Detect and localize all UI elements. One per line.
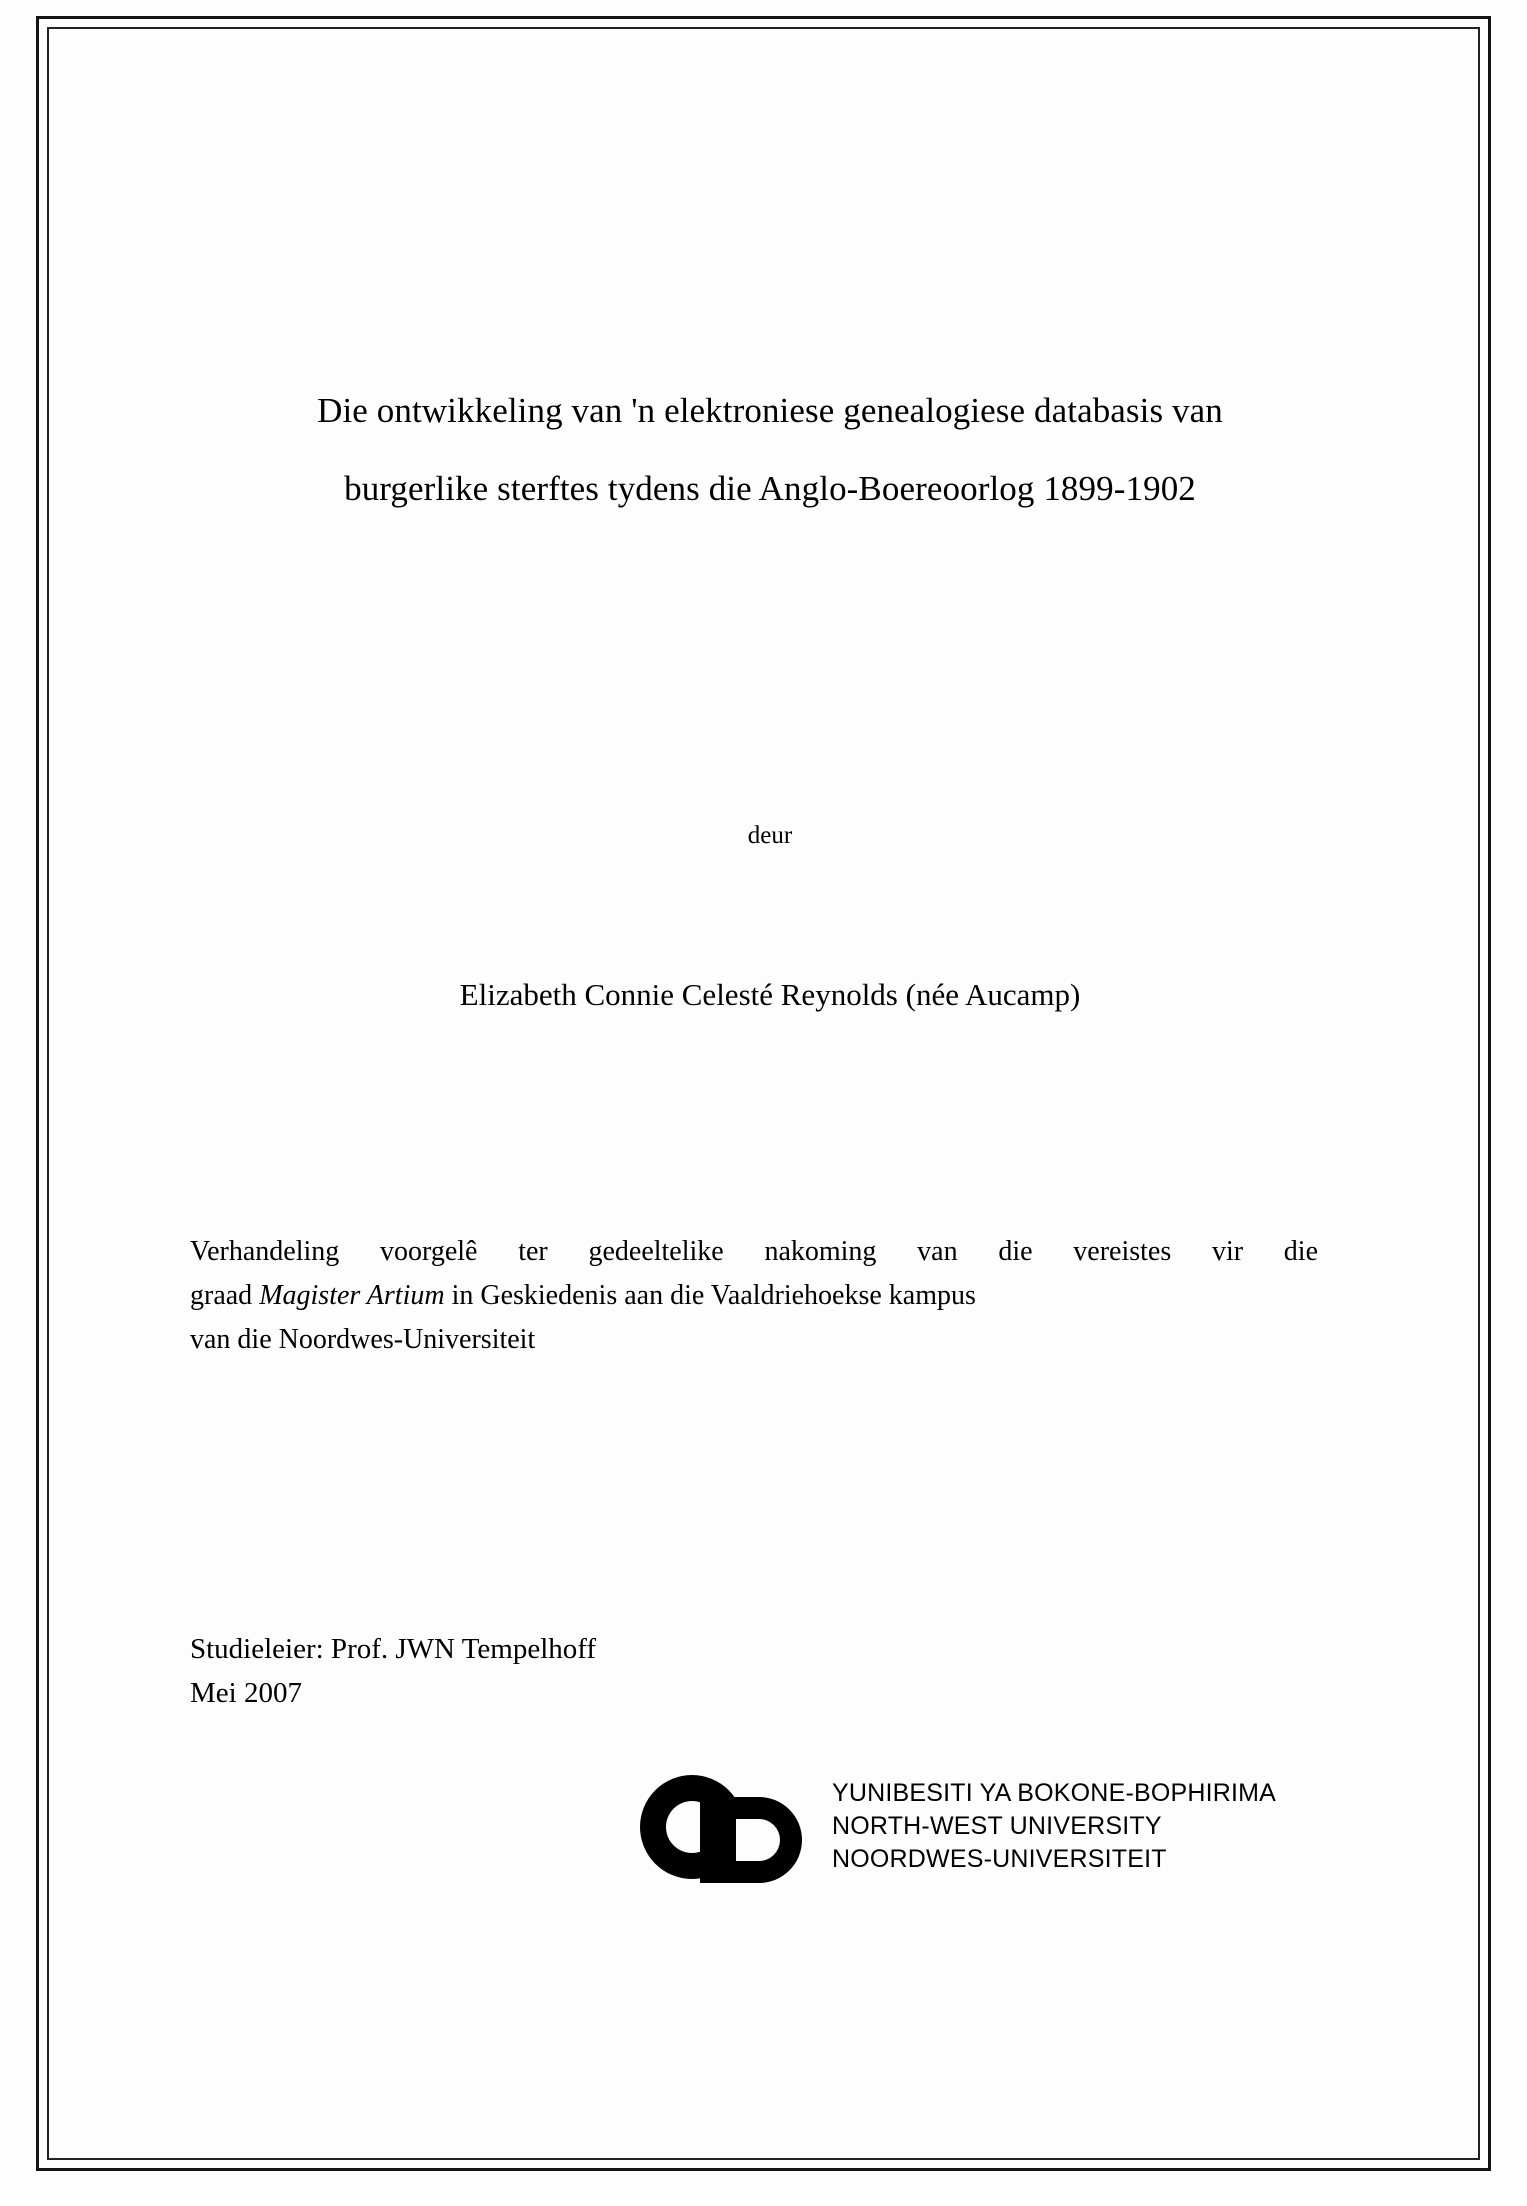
degree-statement-line-1: Verhandeling voorgelê ter gedeeltelike nakoming van die vereistes vir die [190,1236,1318,1267]
supervisor-name: Studieleier: Prof. JWN Tempelhoff [190,1633,597,1665]
supervisor-block [190,1627,1090,1715]
by-label: deur [747,822,793,849]
degree-statement-line-2-before: graad [190,1280,260,1311]
degree-statement-line-2-after: in Geskiedenis aan die Vaaldriehoekse kampus [444,1280,976,1311]
nwu-logo-icon [640,1775,825,1883]
degree-name: Magister Artium [259,1280,445,1311]
title-line-1: Die ontwikkeling van 'n elektroniese genealogiese databasis van [317,391,1223,430]
title-line-2: burgerlike sterftes tydens die Anglo-Boereoorlog 1899-1902 [344,469,1196,508]
degree-statement-line-2 [190,1274,1318,1318]
logo-text-line-3: NOORDWES-UNIVERSITEIT [832,1845,1167,1873]
university-logo-text [832,1777,1276,1876]
thesis-title [180,372,1360,528]
degree-statement [190,1230,1318,1362]
logo-text-line-2: NORTH-WEST UNIVERSITY [832,1812,1162,1840]
title-page-content [180,27,1360,2157]
university-logo [480,1767,1360,1907]
submission-date: Mei 2007 [190,1677,302,1709]
author-name: Elizabeth Connie Celesté Reynolds (née Aucamp) [459,977,1081,1012]
degree-statement-line-3: van die Noordwes-Universiteit [190,1324,536,1355]
logo-text-line-1: YUNIBESITI YA BOKONE-BOPHIRIMA [832,1779,1277,1807]
